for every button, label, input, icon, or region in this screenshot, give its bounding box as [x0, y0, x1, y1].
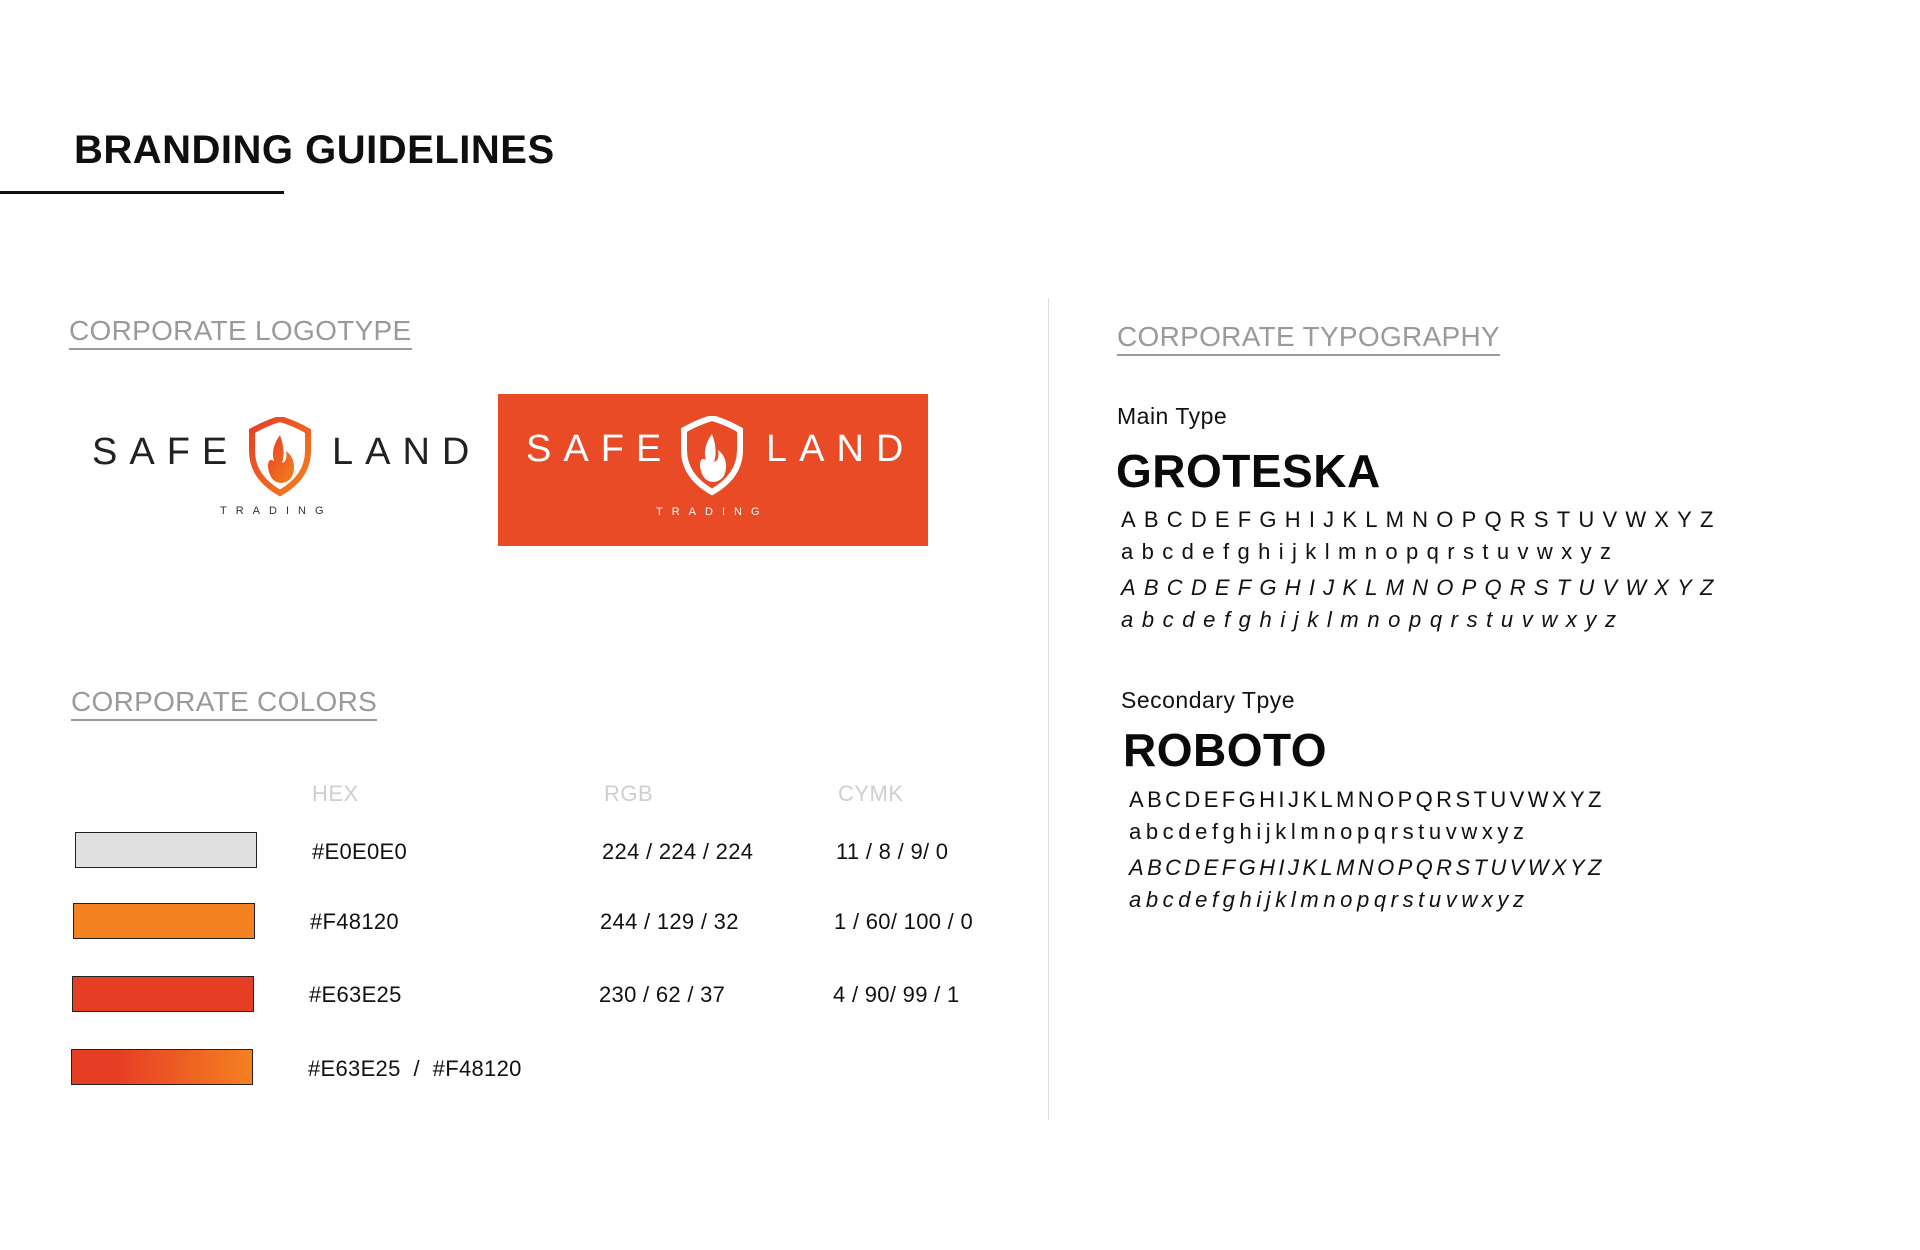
logo-word-safe: SAFE [526, 428, 674, 470]
main-type-label: Main Type [1117, 403, 1228, 429]
secondary-type-lowercase: abcdefghijklmnopqrstuvwxyz [1129, 819, 1529, 844]
color-swatch-orange [73, 903, 255, 939]
title-underline [0, 191, 284, 194]
column-header-rgb: RGB [604, 781, 654, 806]
column-header-hex: HEX [312, 781, 359, 806]
logotype-heading: CORPORATE LOGOTYPE [69, 315, 412, 350]
secondary-type-label: Secondary Tpye [1121, 687, 1296, 713]
secondary-type-name: ROBOTO [1123, 724, 1328, 776]
column-header-cymk: CYMK [838, 781, 904, 806]
secondary-type-uppercase-italic: ABCDEFGHIJKLMNOPQRSTUVWXYZ [1129, 855, 1605, 880]
color-hex-gradient: #E63E25 / #F48120 [308, 1056, 522, 1081]
logo-word-land: LAND [332, 431, 482, 473]
main-type-uppercase: ABCDEFGHIJKLMNOPQRSTUVWXYZ [1121, 507, 1722, 532]
color-hex: #E63E25 [309, 982, 402, 1007]
logo-subtitle: TRADING [656, 506, 769, 518]
color-rgb: 244 / 129 / 32 [600, 909, 739, 934]
color-swatch-gradient [71, 1049, 253, 1085]
logo-on-orange [498, 394, 928, 546]
color-hex: #E0E0E0 [312, 839, 408, 864]
main-type-lowercase-italic: abcdefghijklmnopqrstuvwxyz [1121, 607, 1625, 632]
color-cymk: 11 / 8 / 9/ 0 [836, 839, 949, 864]
main-type-lowercase: abcdefghijklmnopqrstuvwxyz [1121, 539, 1620, 564]
color-swatch-light-grey [75, 832, 257, 868]
color-cymk: 1 / 60/ 100 / 0 [834, 909, 974, 934]
typography-heading: CORPORATE TYPOGRAPHY [1117, 321, 1500, 356]
logo-subtitle: TRADING [220, 505, 333, 517]
main-type-name: GROTESKA [1116, 445, 1381, 497]
color-rgb: 224 / 224 / 224 [602, 839, 754, 864]
main-type-uppercase-italic: ABCDEFGHIJKLMNOPQRSTUVWXYZ [1121, 575, 1722, 600]
page-title: BRANDING GUIDELINES [74, 128, 555, 172]
color-swatch-red [72, 976, 254, 1012]
logo-light [92, 403, 482, 553]
logo-word-land: LAND [766, 428, 916, 470]
color-rgb: 230 / 62 / 37 [599, 982, 726, 1007]
color-hex: #F48120 [310, 909, 399, 934]
secondary-type-lowercase-italic: abcdefghijklmnopqrstuvwxyz [1129, 887, 1529, 912]
colors-heading: CORPORATE COLORS [71, 686, 377, 721]
shield-flame-icon [672, 416, 752, 496]
secondary-type-uppercase: ABCDEFGHIJKLMNOPQRSTUVWXYZ [1129, 787, 1605, 812]
column-divider [1048, 298, 1049, 1120]
color-cymk: 4 / 90/ 99 / 1 [833, 982, 960, 1007]
shield-flame-icon [240, 417, 320, 497]
logo-word-safe: SAFE [92, 431, 240, 473]
